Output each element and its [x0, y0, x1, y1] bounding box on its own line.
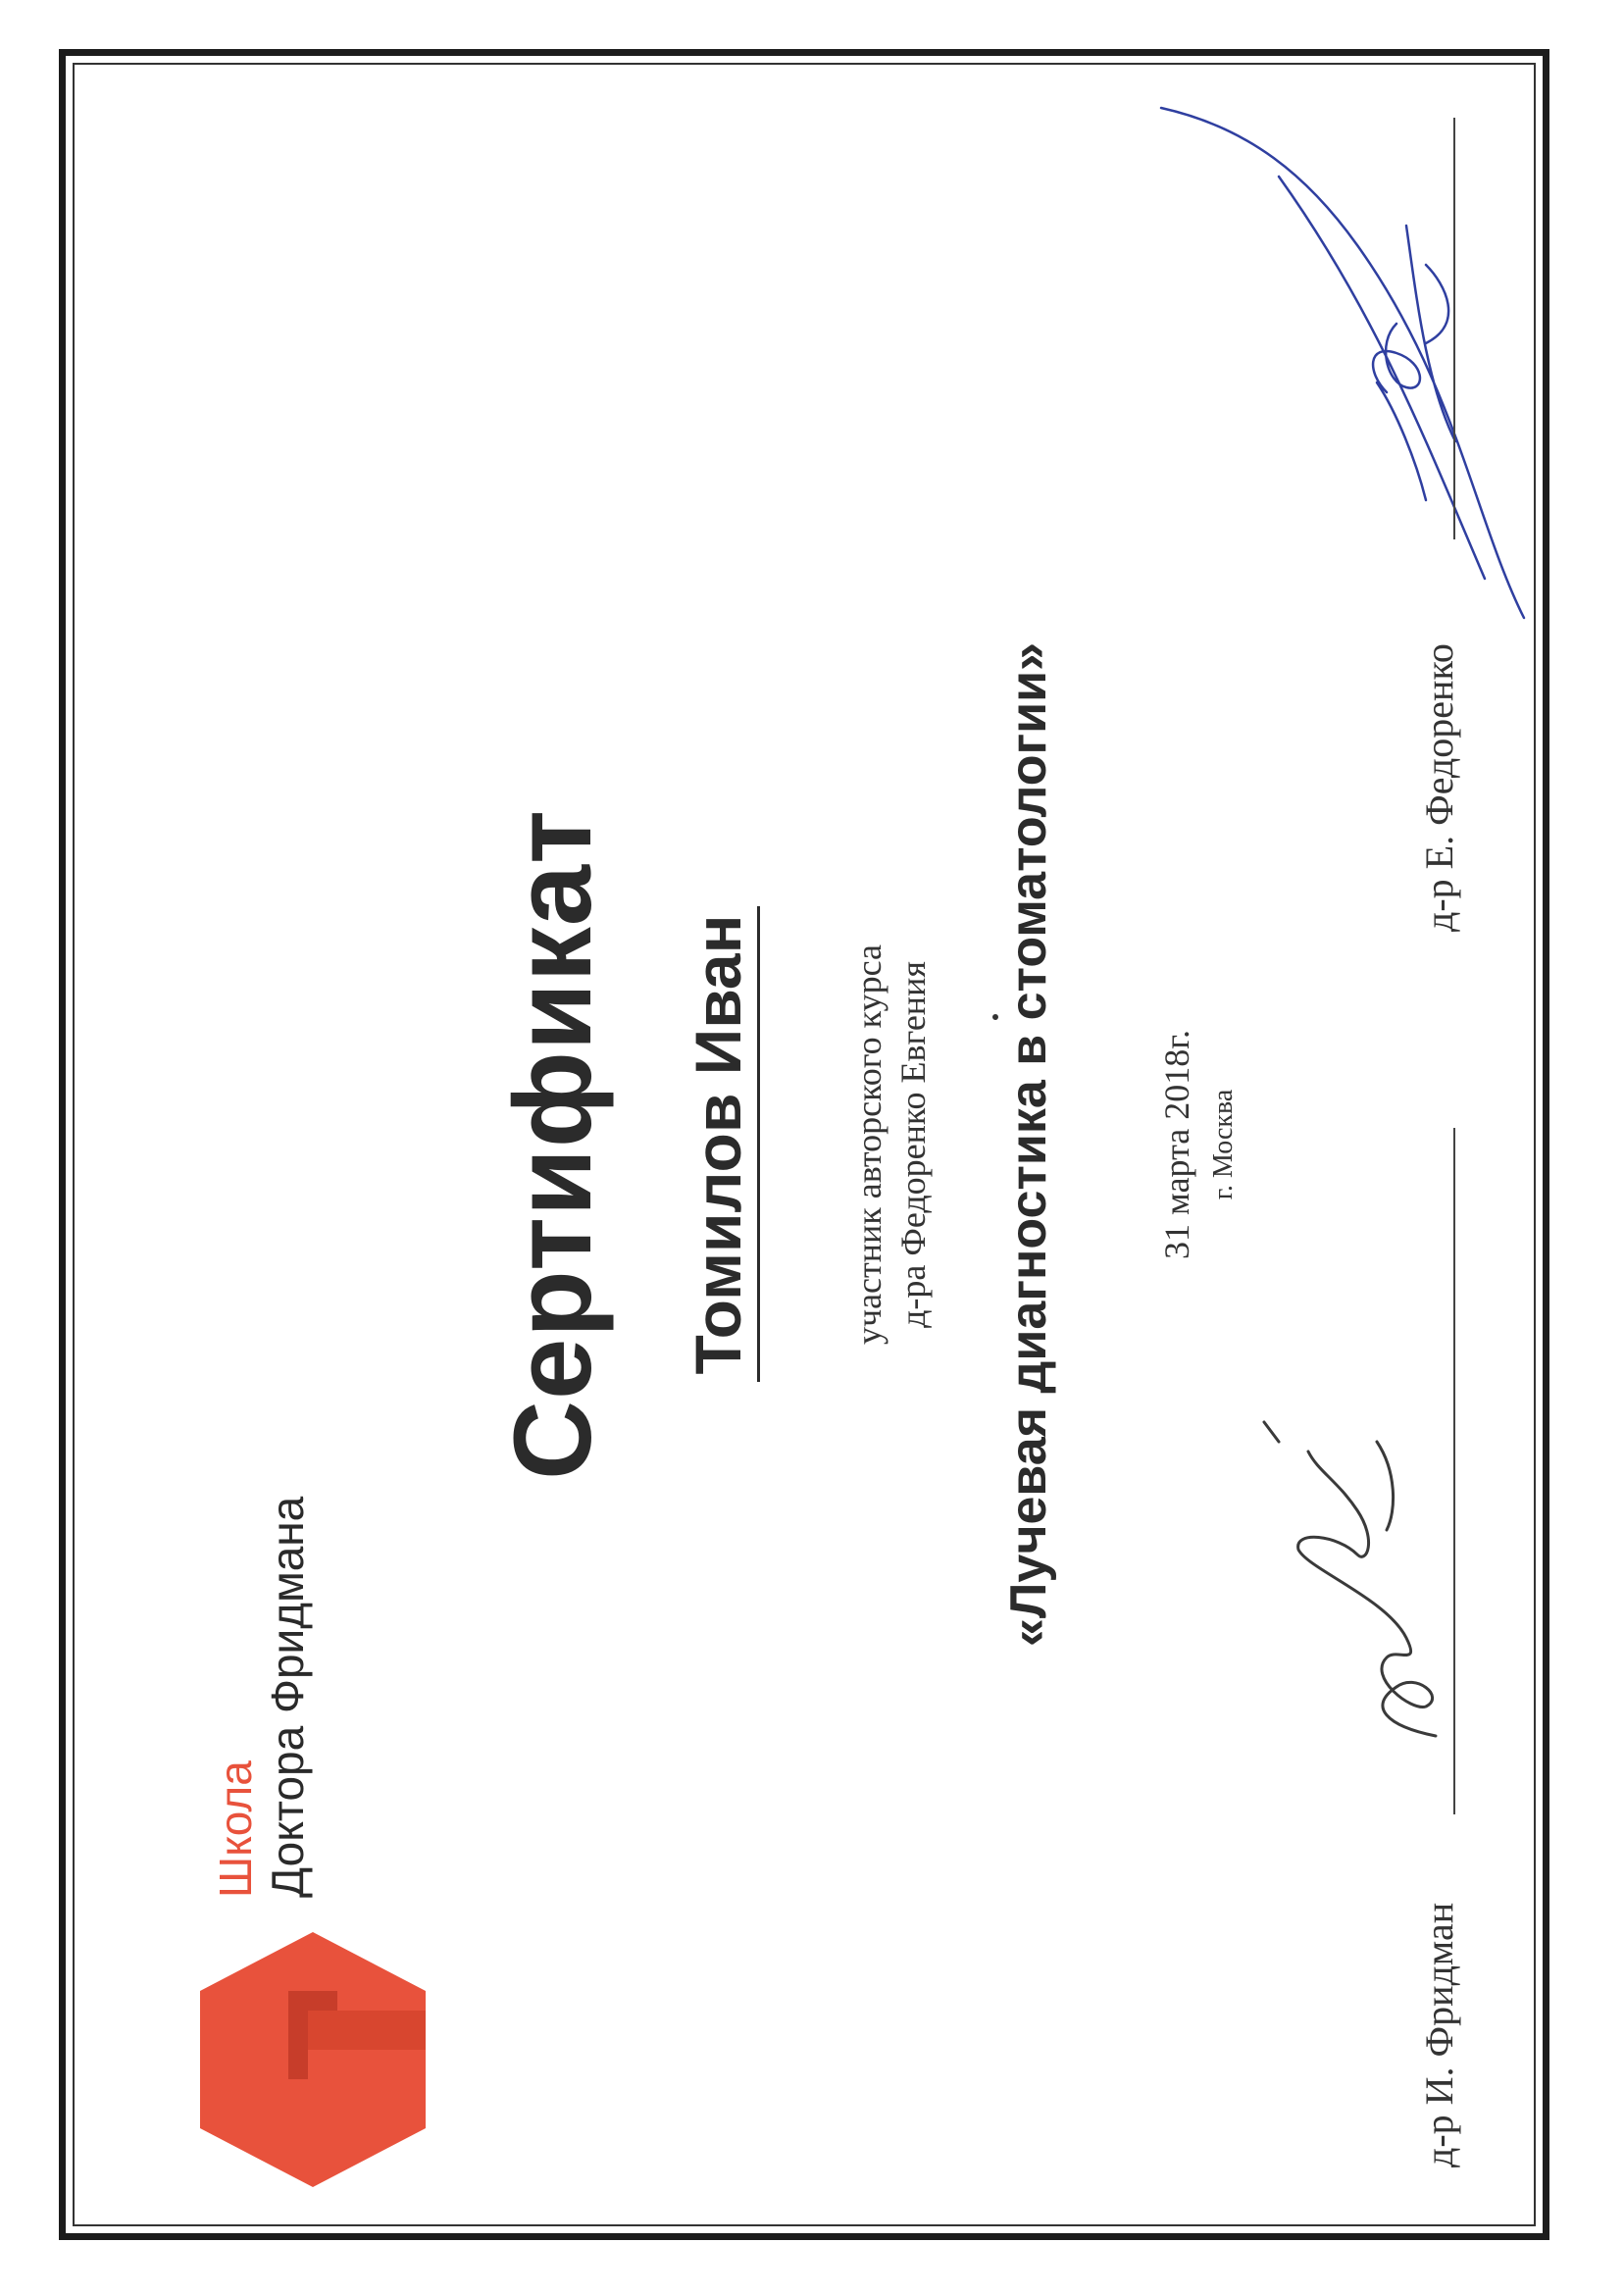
- signature-left-line: [1453, 1128, 1455, 1814]
- recipient-name: [681, 63, 760, 2226]
- participant-line2: д-ра Федоренко Евгения: [893, 961, 933, 1328]
- logo-line1: Школа: [210, 1760, 261, 1898]
- certificate-canvas: [73, 63, 1536, 2226]
- dot-mark: [992, 1014, 998, 1020]
- participant-text: [847, 63, 936, 2226]
- signature-right-icon: [1132, 88, 1544, 637]
- school-logo-icon: [200, 1873, 426, 2187]
- recipient-name-text: Томилов Иван: [681, 907, 760, 1383]
- course-title: «Лучевая диагностика в стоматологии»: [1000, 642, 1057, 1647]
- logo-line2: Доктора Фридмана: [261, 1496, 313, 1898]
- signature-right-label: д-р Е. Федоренко: [1417, 643, 1461, 932]
- signature-right-line: [1453, 118, 1455, 539]
- signature-left-icon: [1249, 1324, 1455, 1765]
- logo-text: [210, 1497, 314, 1898]
- certificate-title: Сертификат: [491, 809, 614, 1480]
- issue-city: г. Москва: [1208, 1089, 1239, 1200]
- issue-date: 31 марта 2018г.: [1157, 1030, 1196, 1259]
- participant-line1: участник авторского курса: [849, 943, 888, 1346]
- signature-left-label: д-р И. Фридман: [1417, 1902, 1461, 2167]
